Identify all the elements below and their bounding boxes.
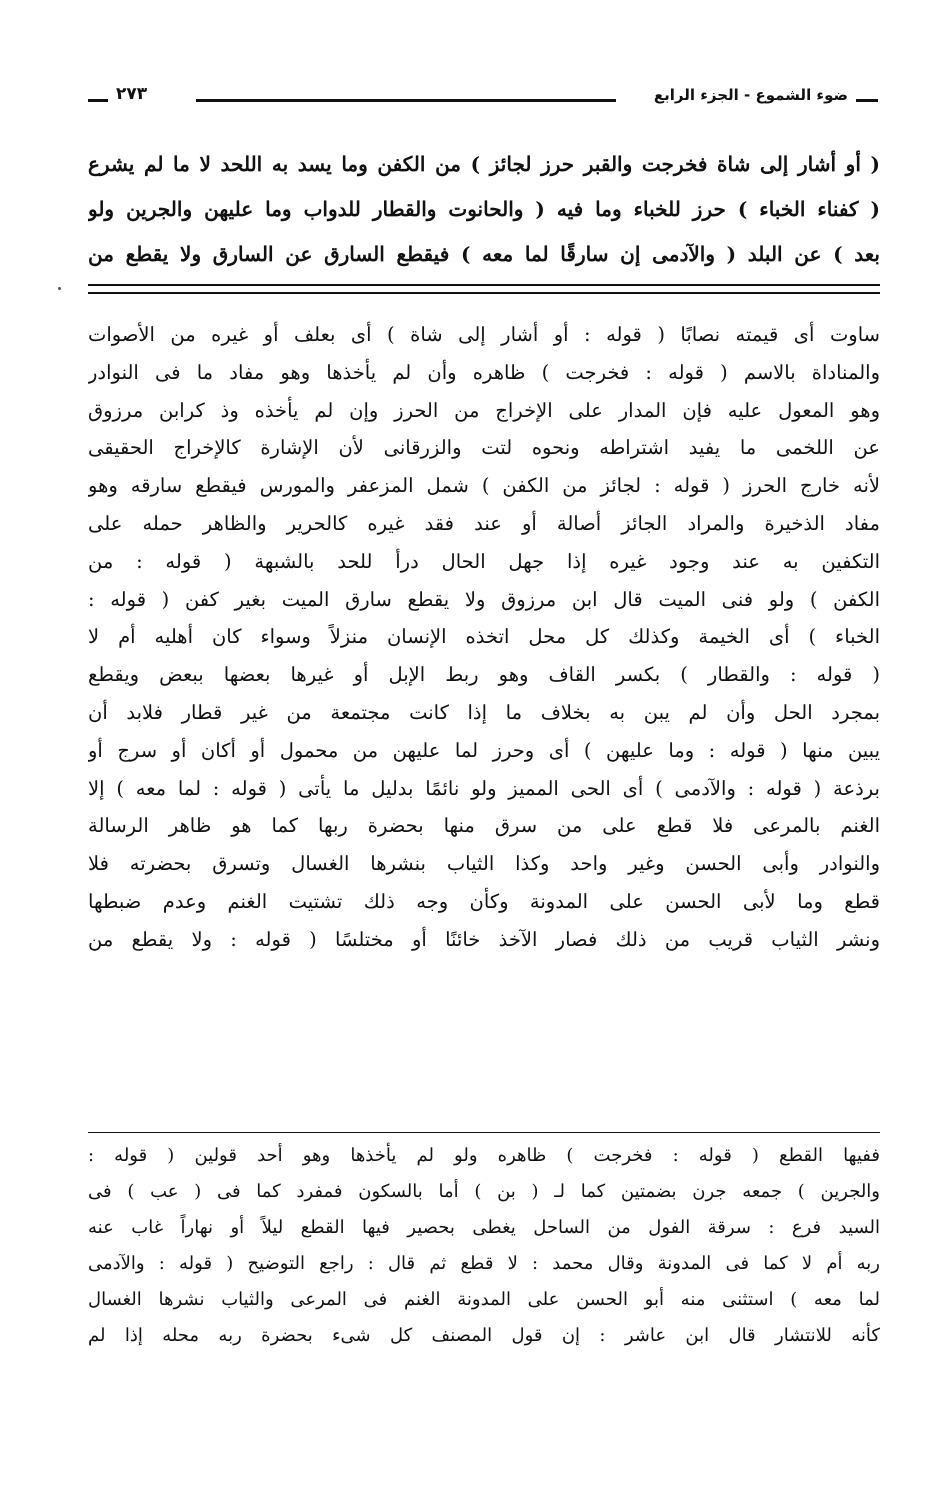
- sharh-line: وهو المعول عليه فإن المدار على الإخراج من الحرز وإن لم يأخذه وذ كرابن مرزوق: [88, 398, 880, 422]
- matn-separator-rule: [88, 284, 880, 294]
- sharh-line: ونشر الثياب قريب من ذلك فصار الآخذ خائنًا أو مختلسًا ( قوله : ولا يقطع من: [88, 927, 880, 951]
- footnote-text: [88, 1138, 880, 1354]
- matn-line: بعد ) عن البلد ( والآدمى إن سارقًا لما معه ) فيقطع السارق عن السارق ولا يقطع من: [88, 242, 880, 266]
- page-number: ٢٧٣: [116, 84, 148, 104]
- sharh-line: قطع وما لأبى الحسن على المدونة وكأن وجه ذلك تشتيت الغنم وعدم ضبطها: [88, 889, 880, 913]
- sharh-line: بمجرد الحل وأن لم يبن به بخلاف ما إذا كانت مجتمعة من غير قطار فلابد أن: [88, 700, 880, 724]
- sharh-line: برذعة ( قوله : والآدمى ) أى الحى المميز ولو نائمًا بدليل ما يأتى ( قوله : لما معه ) إلا: [88, 776, 880, 800]
- footnote-separator-rule: [88, 1132, 880, 1133]
- matn-line: ( كفناء الخباء ) حرز للخباء وما فيه ( والحانوت والقطار للدواب وما عليهن والجرين ولو: [88, 197, 880, 221]
- header-rule-middle: [196, 99, 616, 102]
- sharh-line: والنوادر وأبى الحسن وغير واحد وكذا الثياب بنشرها الغسال وتسرق بحضرته فلا: [88, 852, 880, 876]
- header-rule-left: [88, 99, 108, 102]
- sharh-text: [88, 316, 880, 959]
- sharh-line: الكفن ) ولو فنى الميت قال ابن مرزوق ولا يقطع سارق الميت بغير كفن ( قوله :: [88, 587, 880, 611]
- sharh-line: عن اللخمى ما يفيد اشتراطه ونحوه لتت والزرقانى لأن الإشارة كالإخراج الحقيقى: [88, 436, 880, 460]
- sharh-line: التكفين به عند وجود غيره إذا جهل الحال درأ للحد بالشبهة ( قوله : من: [88, 549, 880, 573]
- sharh-line: ساوت أى قيمته نصابًا ( قوله : أو أشار إلى شاة ) أى بعلف أو غيره من الأصوات: [88, 323, 880, 346]
- sharh-line: الخباء ) أى الخيمة وكذلك كل محل اتخذه الإنسان منزلاً وسواء كان أهليه أم لا: [88, 625, 880, 649]
- sharh-line: والمناداة بالاسم ( قوله : فخرجت ) ظاهره وأن لم يأخذها وهو مفاد ما فى النوادر: [88, 360, 880, 384]
- footnote-line: ربه أم لا كما فى المدونة وقال محمد : لا قطع ثم قال : راجع التوضيح ( قوله : والآدمى: [88, 1253, 880, 1274]
- matn-line: ( أو أشار إلى شاة فخرجت والقبر حرز لجائز ) من الكفن وما يسد به اللحد لا ما لم يشرع: [88, 152, 880, 176]
- matn-text: [88, 142, 880, 277]
- footnote-line: والجرين ) جمعه جرن بضمتين كما لـ ( بن ) أما بالسكون فمفرد كما فى ( عب ) فى: [88, 1181, 880, 1202]
- running-header: [88, 84, 878, 114]
- header-title: ضوء الشموع - الجزء الرابع: [653, 86, 848, 104]
- sharh-line: لأنه خارج الحرز ( قوله : لجائز من الكفن ) شمل المزعفر والمورس فيقطع سارقه وهو: [88, 474, 880, 498]
- footnote-line: لما معه ) استثنى منه أبو الحسن على المدونة الغنم فى المرعى والثياب نشرها الغسال: [88, 1289, 880, 1310]
- header-rule-right: [856, 99, 878, 102]
- sharh-line: الغنم بالمرعى فلا قطع على من سرق منها بحضرة ربها كما هو ظاهر الرسالة: [88, 814, 880, 838]
- sharh-line: مفاد الذخيرة والمراد الجائز أصالة أو عند فقد غيره كالحرير والظاهر حمله على: [88, 511, 880, 535]
- sharh-line: يبين منها ( قوله : وما عليهن ) أى وحرز لما عليهن من محمول أو أكان أو سرج أو: [88, 738, 880, 762]
- margin-mark: [58, 287, 61, 290]
- sharh-line: ( قوله : والقطار ) بكسر القاف وهو ربط الإبل أو غيرها بعضها ببعض ويقطع: [88, 663, 880, 687]
- footnote-line: السيد فرع : سرقة الفول من الساحل يغطى بحصير فيها القطع ليلاً أو نهاراً غاب عنه: [88, 1217, 880, 1238]
- footnote-line: كأنه للانتشار قال ابن عاشر : إن قول المصنف كل شىء بحضرة ربه محله إذا لم: [88, 1325, 880, 1346]
- footnote-line: ففيها القطع ( قوله : فخرجت ) ظاهره ولو لم يأخذها وهو أحد قولين ( قوله :: [88, 1145, 880, 1166]
